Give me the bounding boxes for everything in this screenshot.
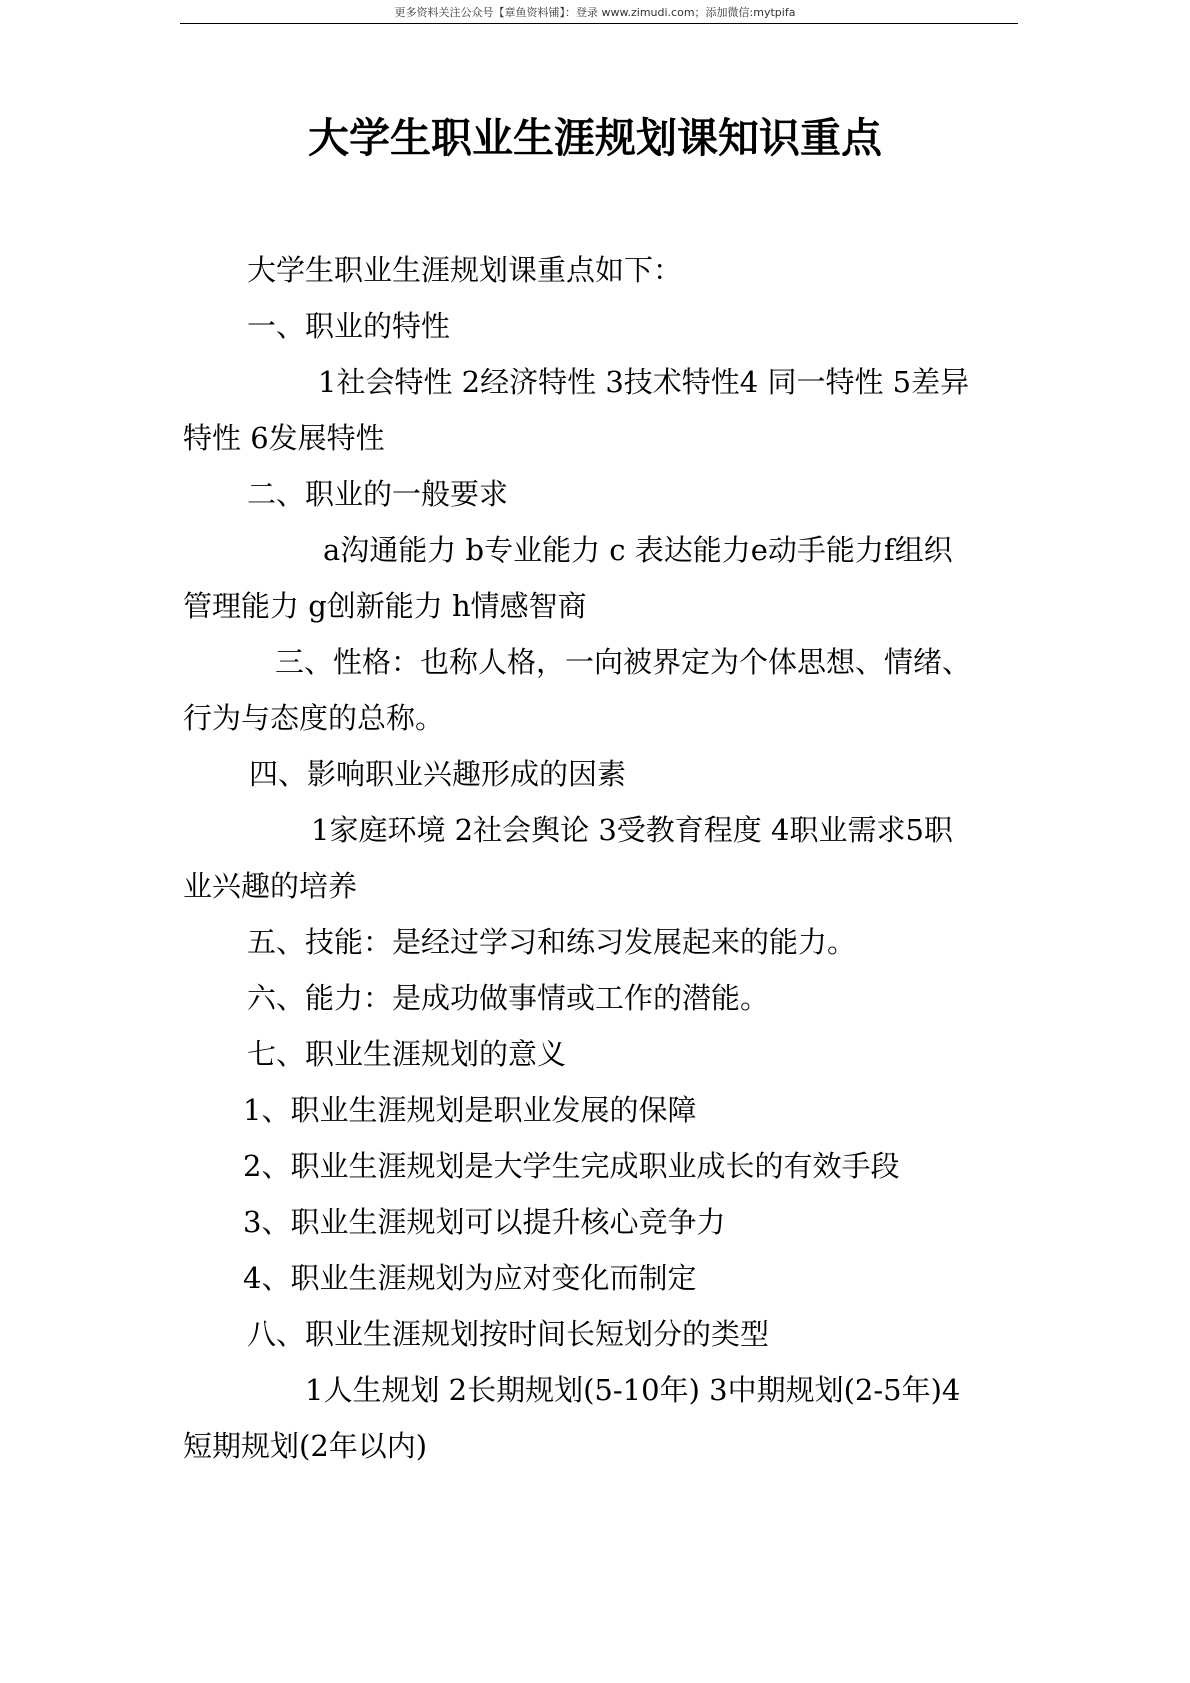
list-item-continuation: 业兴趣的培养	[183, 869, 358, 903]
section-heading: 三、性格：也称人格，一向被界定为个体思想、情绪、	[275, 645, 972, 679]
section-heading: 一、职业的特性	[247, 309, 451, 343]
section-heading: 七、职业生涯规划的意义	[247, 1037, 567, 1071]
section-heading: 八、职业生涯规划按时间长短划分的类型	[247, 1317, 770, 1351]
list-item: 2、职业生涯规划是大学生完成职业成长的有效手段	[243, 1149, 900, 1183]
header-divider	[180, 23, 1018, 24]
header-note: 更多资料关注公众号【章鱼资料铺】：登录 www.zimudi.com；添加微信:mytpifa	[394, 6, 796, 19]
intro-line: 大学生职业生涯规划课重点如下：	[247, 253, 683, 287]
document-title: 大学生职业生涯规划课知识重点	[308, 114, 882, 162]
list-item-continuation: 短期规划(2年以内)	[183, 1429, 428, 1463]
document-body	[183, 242, 1015, 1474]
section-heading: 六、能力：是成功做事情或工作的潜能。	[247, 981, 770, 1015]
list-item-continuation: 管理能力 g创新能力 h情感智商	[183, 589, 587, 623]
section-heading: 四、影响职业兴趣形成的因素	[249, 757, 627, 791]
list-item: a沟通能力 b专业能力 c 表达能力e动手能力f组织	[323, 533, 953, 567]
list-item-continuation: 特性 6发展特性	[183, 421, 385, 455]
list-item: 4、职业生涯规划为应对变化而制定	[243, 1261, 697, 1295]
section-heading: 五、技能：是经过学习和练习发展起来的能力。	[247, 925, 857, 959]
section-continuation: 行为与态度的总称。	[183, 701, 445, 735]
list-item: 3、职业生涯规划可以提升核心竞争力	[243, 1205, 726, 1239]
section-heading: 二、职业的一般要求	[247, 477, 509, 511]
list-item: 1、职业生涯规划是职业发展的保障	[243, 1093, 697, 1127]
list-item: 1家庭环境 2社会舆论 3受教育程度 4职业需求5职	[311, 813, 953, 847]
list-item: 1人生规划 2长期规划(5-10年) 3中期规划(2-5年)4	[305, 1373, 961, 1407]
list-item: 1社会特性 2经济特性 3技术特性4 同一特性 5差异	[318, 365, 970, 399]
